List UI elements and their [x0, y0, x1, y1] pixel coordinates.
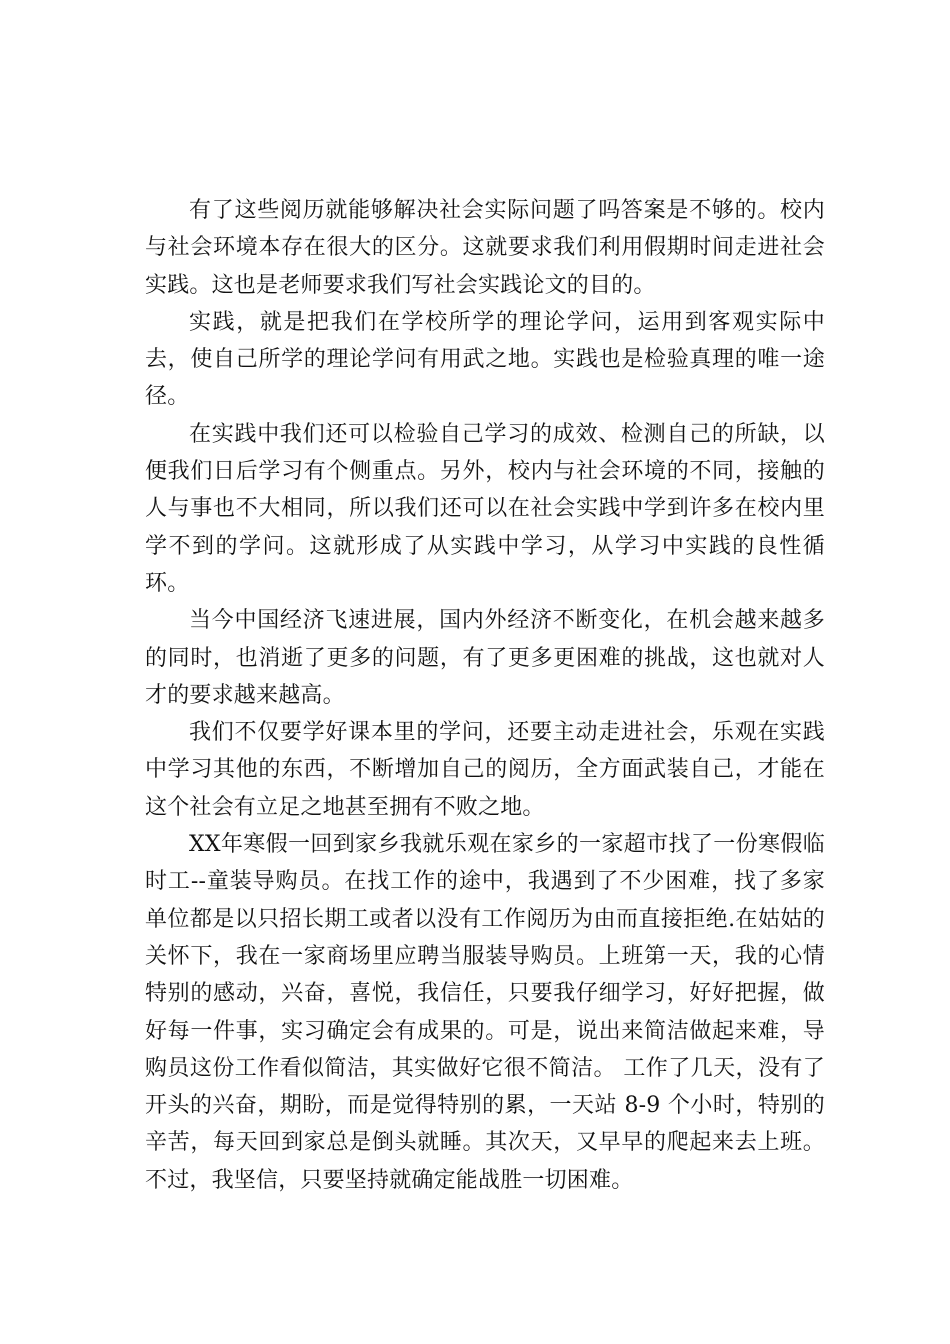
paragraph: 我们不仅要学好课本里的学问，还要主动走进社会，乐观在实践中学习其他的东西，不断增加自己的阅历，全方面武装自己，才能在这个社会有立足之地甚至拥有不败之地。: [145, 720, 825, 820]
paragraph: 有了这些阅历就能够解决社会实际问题了吗答案是不够的。校内与社会环境本存在很大的区分。这就要求我们利用假期时间走进社会实践。这也是老师要求我们写社会实践论文的目的。: [145, 198, 825, 298]
paragraph: 当今中国经济飞速进展，国内外经济不断变化，在机会越来越多的同时，也消逝了更多的问题，有了更多更困难的挑战，这也就对人才的要求越来越高。: [145, 608, 825, 708]
paragraph: 实践，就是把我们在学校所学的理论学问，运用到客观实际中去，使自己所学的理论学问有用武之地。实践也是检验真理的唯一途径。: [145, 309, 825, 410]
paragraph: 在实践中我们还可以检验自己学习的成效、检测自己的所缺，以便我们日后学习有个侧重点。另外，校内与社会环境的不同，接触的人与事也不大相同，所以我们还可以在社会实践中学到许多在校内里学不到的学问。这就形成了从实践中学习，从学习中实践的良性循环。: [145, 421, 825, 596]
paragraph: XX年寒假一回到家乡我就乐观在家乡的一家超市找了一份寒假临时工--童装导购员。在找工作的途中，我遇到了不少困难，找了多家单位都是以只招长期工或者以没有工作阅历为由而直接拒绝.在姑姑的关怀下，我在一家商场里应聘当服装导购员。上班第一天，我的心情特别的感动，兴奋，喜悦，我信任，只要我仔细学习，好好把握，做好每一件事，实习确定会有成果的。可是，说出来简洁做起来难，导购员这份工作看似简洁，其实做好它很不简洁。 工作了几天，没有了开头的兴奋，期盼，而是觉得特别的累，一天站 8-9 个小时，特别的辛苦，每天回到家总是倒头就睡。其次天，又早早的爬起来去上班。不过，我坚信，只要坚持就确定能战胜一切困难。: [145, 832, 825, 1193]
document-body: [145, 192, 825, 1199]
